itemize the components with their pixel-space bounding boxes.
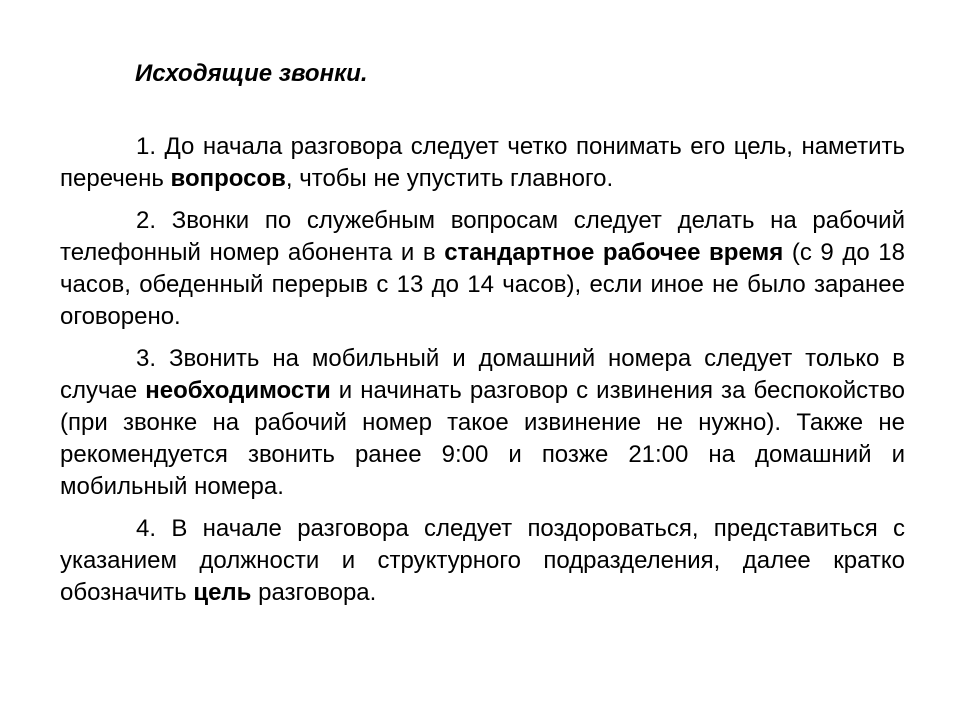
paragraph-1-text: 1. До начала разговора следует четко понимать его цель, наметить перечень — [60, 133, 905, 192]
paragraph-4-text: 4. В начале разговора следует поздороваться, представиться с указанием должности и структурного подразделения, далее кратко обозначить — [60, 515, 905, 606]
slide-body — [60, 131, 905, 609]
paragraph-2-emphasis: стандартное рабочее время — [444, 239, 784, 266]
paragraph-2 — [60, 205, 905, 333]
paragraph-1 — [60, 131, 905, 195]
paragraph-4 — [60, 513, 905, 609]
paragraph-3 — [60, 343, 905, 503]
paragraph-3-emphasis: необходимости — [145, 377, 331, 404]
slide-title: Исходящие звонки. — [135, 60, 368, 87]
paragraph-4-text-end: разговора. — [251, 579, 377, 606]
paragraph-3-text-end: и начинать разговор с извинения за беспокойство (при звонке на рабочий номер такое извинение не нужно). Также не рекомендуется звонить ранее 9:00 и позже 21:00 на домашний и мобильный номера. — [60, 377, 905, 500]
paragraph-4-emphasis: цель — [193, 579, 252, 606]
paragraph-2-text: 2. Звонки по служебным вопросам следует делать на рабочий телефонный номер абонента и в — [60, 207, 905, 266]
paragraph-2-text-end: (с 9 до 18 часов, обеденный перерыв с 13 до 14 часов), если иное не было заранее оговорено. — [60, 239, 905, 330]
paragraph-3-text: 3. Звонить на мобильный и домашний номера следует только в случае — [60, 345, 905, 404]
paragraph-1-emphasis: вопросов — [170, 165, 286, 192]
paragraph-1-text-end: , чтобы не упустить главного. — [285, 165, 614, 192]
